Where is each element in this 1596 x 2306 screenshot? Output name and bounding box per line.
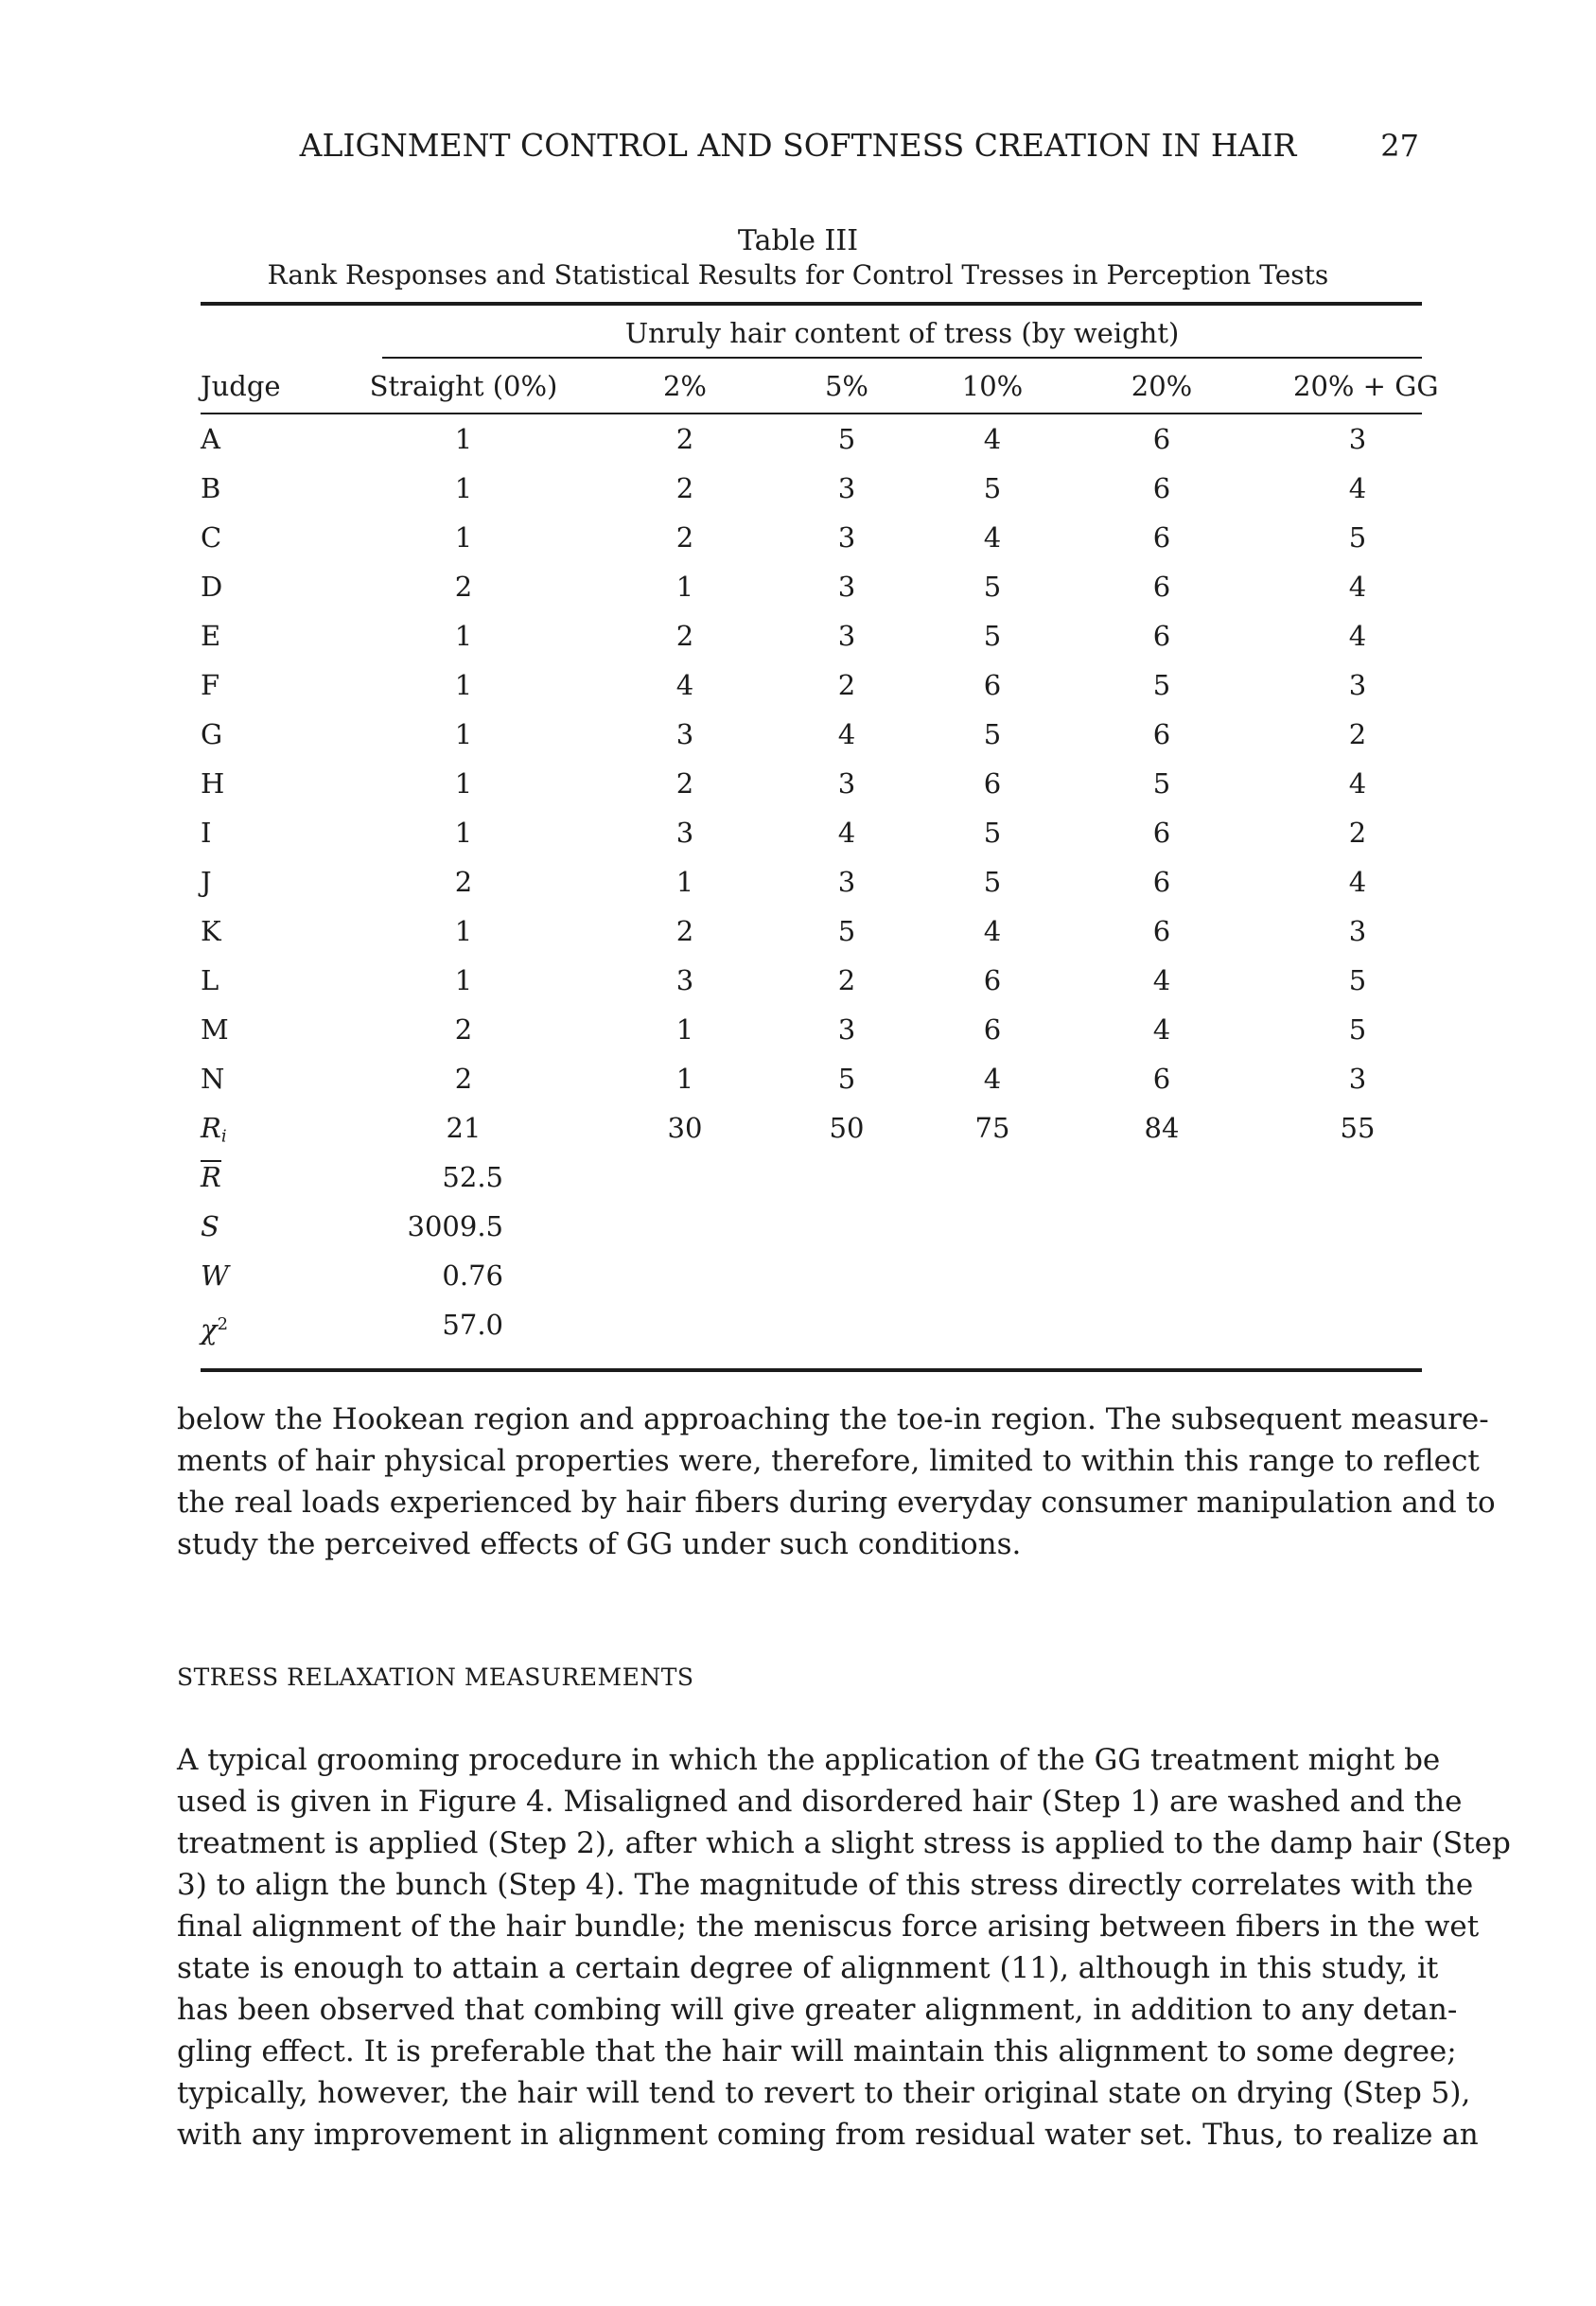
rank-cell: 5	[983, 718, 1002, 750]
text-line: the real loads experienced by hair fibers during everyday consumer manipulation and to	[177, 1486, 1496, 1520]
rank-cell: 4	[675, 669, 694, 701]
column-header-6: 20% + GG	[1293, 370, 1439, 402]
page-number: 27	[1380, 128, 1419, 164]
rank-cell: 5	[837, 1063, 856, 1095]
rank-cell: 2	[675, 472, 694, 504]
rank-cell: 3	[837, 571, 856, 603]
rank-cell: 3	[837, 472, 856, 504]
statistic-label: R	[201, 1161, 221, 1193]
judge-label: C	[201, 521, 222, 554]
statistic-value: 52.5	[442, 1161, 503, 1193]
rank-cell: 1	[454, 817, 473, 849]
paragraph-1	[177, 1399, 1496, 1565]
rank-cell: 3	[1348, 1063, 1367, 1095]
rank-cell: 1	[454, 423, 473, 455]
rank-cell: 1	[454, 521, 473, 554]
rank-cell: 5	[1152, 669, 1171, 701]
rank-cell: 4	[983, 423, 1002, 455]
rank-cell: 5	[1348, 1013, 1367, 1046]
rank-cell: 1	[454, 718, 473, 750]
rank-cell: 1	[675, 571, 694, 603]
table-spanner-label: Unruly hair content of tress (by weight)	[624, 317, 1180, 349]
text-line: gling effect. It is preferable that the hair will maintain this alignment to some degree;	[177, 2034, 1457, 2068]
column-header-3: 5%	[824, 370, 868, 402]
judge-label: D	[201, 571, 223, 603]
judge-label: H	[201, 767, 225, 800]
rank-cell: 3	[837, 620, 856, 652]
text-line: below the Hookean region and approaching the toe-in region. The subsequent measure-	[177, 1402, 1489, 1436]
text-line: A typical grooming procedure in which the application of the GG treatment might be	[177, 1743, 1441, 1777]
table-top-rule	[201, 302, 1422, 306]
text-line: with any improvement in alignment coming from residual water set. Thus, to realize an	[177, 2118, 1479, 2152]
text-line: treatment is applied (Step 2), after which a slight stress is applied to the damp hair (Step	[177, 1826, 1511, 1860]
rank-sum-cell: 84	[1144, 1112, 1180, 1144]
paragraph-2	[177, 1739, 1511, 2156]
rank-cell: 6	[1152, 423, 1171, 455]
rank-cell: 2	[1348, 718, 1367, 750]
rank-sum-cell: 55	[1340, 1112, 1376, 1144]
text-line: final alignment of the hair bundle; the meniscus force arising between fibers in the wet	[177, 1910, 1480, 1944]
rank-cell: 4	[1348, 571, 1367, 603]
text-line: has been observed that combing will give greater alignment, in addition to any detan-	[177, 1993, 1458, 2027]
rank-cell: 2	[675, 521, 694, 554]
rank-cell: 2	[675, 767, 694, 800]
table-body	[201, 414, 1422, 1153]
table-bottom-rule	[201, 1368, 1422, 1372]
judge-label: M	[201, 1013, 229, 1046]
rank-sum-cell: 75	[974, 1112, 1010, 1144]
rank-cell: 3	[837, 1013, 856, 1046]
table-header-row	[201, 361, 1439, 413]
rank-cell: 6	[983, 767, 1002, 800]
rank-cell: 1	[454, 620, 473, 652]
rank-cell: 6	[983, 1013, 1002, 1046]
judge-label: A	[201, 423, 220, 455]
rank-sum-cell: 50	[829, 1112, 865, 1144]
rank-cell: 4	[983, 1063, 1002, 1095]
rank-cell: 3	[675, 964, 694, 996]
section-heading: STRESS RELAXATION MEASUREMENTS	[177, 1663, 694, 1691]
rank-cell: 6	[1152, 1063, 1171, 1095]
column-header-5: 20%	[1131, 370, 1193, 402]
rank-cell: 2	[837, 964, 856, 996]
column-header-1: Straight (0%)	[369, 370, 558, 402]
statistic-value: 3009.5	[407, 1210, 503, 1242]
rank-cell: 2	[675, 423, 694, 455]
judge-label: E	[201, 620, 221, 652]
judge-label: J	[201, 866, 212, 898]
rank-cell: 2	[454, 866, 473, 898]
rank-cell: 1	[454, 915, 473, 947]
rank-cell: 4	[983, 915, 1002, 947]
rank-cell: 6	[1152, 866, 1171, 898]
rank-cell: 3	[837, 767, 856, 800]
rank-cell: 5	[983, 472, 1002, 504]
rank-cell: 4	[1348, 620, 1367, 652]
running-head	[177, 126, 1419, 166]
rank-cell: 4	[1348, 767, 1367, 800]
statistic-label: W	[201, 1259, 229, 1292]
rank-cell: 2	[1348, 817, 1367, 849]
judge-label: I	[201, 817, 212, 849]
rank-cell: 5	[1348, 964, 1367, 996]
column-header-4: 10%	[961, 370, 1024, 402]
rank-cell: 1	[454, 669, 473, 701]
rank-cell: 3	[837, 866, 856, 898]
rank-cell: 3	[675, 817, 694, 849]
rank-sum-cell: 30	[667, 1112, 703, 1144]
rank-cell: 3	[675, 718, 694, 750]
rank-cell: 5	[983, 620, 1002, 652]
rank-cell: 5	[1152, 767, 1171, 800]
statistic-value: 0.76	[442, 1259, 503, 1292]
judge-label: L	[201, 964, 219, 996]
rank-cell: 2	[675, 915, 694, 947]
column-header-0: Judge	[201, 370, 281, 402]
statistic-value: 57.0	[442, 1309, 503, 1341]
judge-label: G	[201, 718, 223, 750]
judge-label: K	[201, 915, 221, 947]
rank-cell: 5	[1348, 521, 1367, 554]
rank-cell: 2	[454, 1013, 473, 1046]
statistic-label: S	[201, 1210, 219, 1242]
rank-cell: 6	[1152, 817, 1171, 849]
rank-cell: 1	[454, 472, 473, 504]
rank-cell: 6	[1152, 915, 1171, 947]
rank-sum-cell: 21	[446, 1112, 482, 1144]
rank-cell: 5	[837, 915, 856, 947]
rank-cell: 4	[837, 718, 856, 750]
rank-cell: 2	[454, 571, 473, 603]
rank-cell: 5	[983, 817, 1002, 849]
rank-cell: 3	[1348, 669, 1367, 701]
rank-cell: 1	[454, 964, 473, 996]
judge-label: F	[201, 669, 220, 701]
rank-cell: 2	[454, 1063, 473, 1095]
text-line: 3) to align the bunch (Step 4). The magnitude of this stress directly correlates with the	[177, 1868, 1474, 1902]
table-subtitle: Rank Responses and Statistical Results for Control Tresses in Perception Tests	[267, 259, 1329, 290]
table-spanner-rule	[382, 357, 1422, 359]
rank-cell: 1	[675, 1063, 694, 1095]
running-head-title: ALIGNMENT CONTROL AND SOFTNESS CREATION IN HAIR	[299, 127, 1297, 164]
rank-cell: 3	[1348, 423, 1367, 455]
statistic-label: $\chi^2$	[201, 1312, 229, 1346]
rank-cell: 6	[983, 964, 1002, 996]
table-title: Table III	[737, 224, 859, 257]
table-statistics	[201, 1153, 1422, 1349]
rank-cell: 4	[1152, 964, 1171, 996]
rank-cell: 4	[1348, 866, 1367, 898]
text-line: ments of hair physical properties were, therefore, limited to within this range to reflect	[177, 1444, 1480, 1478]
rank-cell: 4	[837, 817, 856, 849]
rank-cell: 6	[1152, 571, 1171, 603]
text-line: used is given in Figure 4. Misaligned and disordered hair (Step 1) are washed and the	[177, 1785, 1463, 1819]
rank-cell: 6	[1152, 718, 1171, 750]
rank-sum-label: $R_i$	[201, 1112, 227, 1147]
column-header-2: 2%	[662, 370, 707, 402]
rank-cell: 5	[837, 423, 856, 455]
rank-cell: 6	[983, 669, 1002, 701]
judge-label: N	[201, 1063, 225, 1095]
rank-cell: 1	[675, 1013, 694, 1046]
rank-cell: 2	[837, 669, 856, 701]
rank-cell: 1	[454, 767, 473, 800]
rank-cell: 2	[675, 620, 694, 652]
rank-cell: 3	[1348, 915, 1367, 947]
text-line: state is enough to attain a certain degree of alignment (11), although in this study, it	[177, 1951, 1439, 1985]
text-line: typically, however, the hair will tend to revert to their original state on drying (Step 5),	[177, 2076, 1471, 2110]
rank-cell: 1	[675, 866, 694, 898]
rank-cell: 6	[1152, 620, 1171, 652]
judge-label: B	[201, 472, 221, 504]
rank-cell: 5	[983, 866, 1002, 898]
rank-cell: 4	[1152, 1013, 1171, 1046]
rank-cell: 3	[837, 521, 856, 554]
text-line: study the perceived effects of GG under such conditions.	[177, 1527, 1022, 1561]
rank-cell: 6	[1152, 472, 1171, 504]
rank-cell: 4	[1348, 472, 1367, 504]
rank-cell: 5	[983, 571, 1002, 603]
rank-cell: 6	[1152, 521, 1171, 554]
rank-cell: 4	[983, 521, 1002, 554]
